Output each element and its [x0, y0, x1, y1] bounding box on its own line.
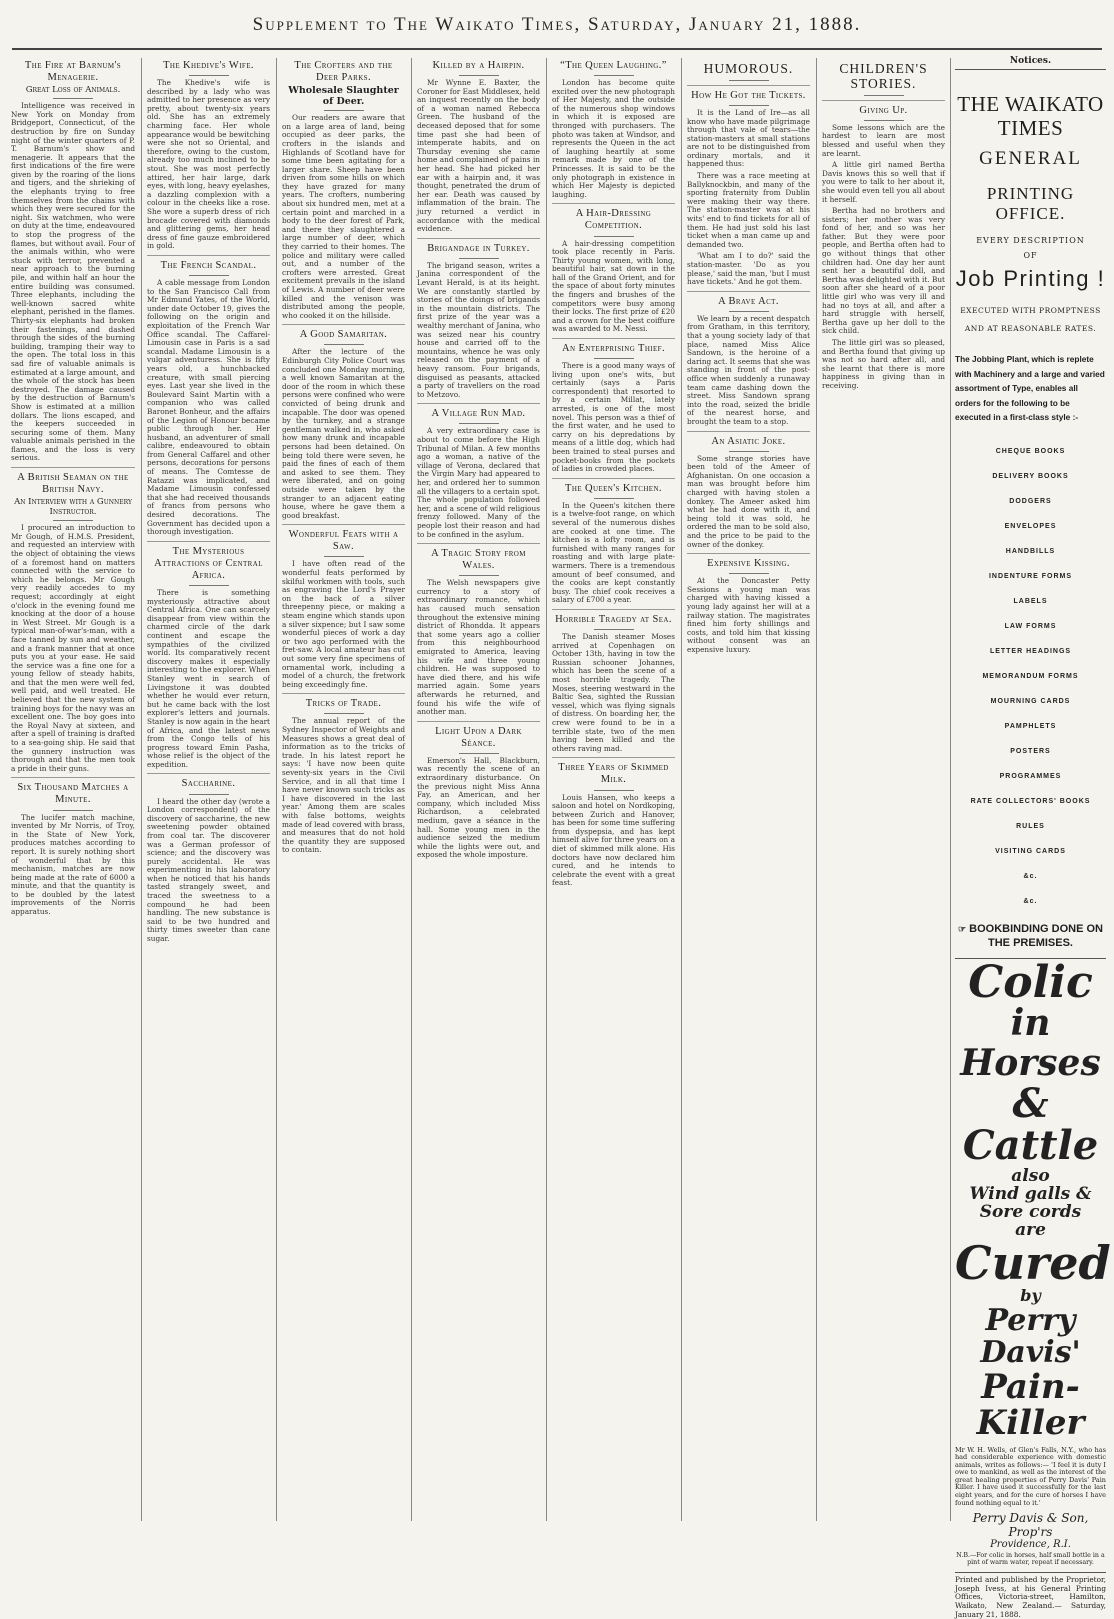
article-subheading: An Interview with a Gunnery Instructor.: [14, 497, 132, 518]
heading-dash: [594, 236, 634, 237]
article-heading: The Mysterious Attractions of Central Africa.: [154, 545, 263, 581]
heading-dash: [53, 520, 93, 521]
article-paragraph: Intelligence was received in New York on Monday from Bridgeport, Connecticut, of the destruction by fire on Sunday night of the winter quarters of P. T. Barnum's show and menagerie. It appears that the first indications of the fire were given by the roaring of the lions and tigers, and the shrieking of the elephants trying to free themselves from the chains with which they were secured for the night. Six watchmen, who were on duty at the time, endeavoured to stop the progress of the flames, but without avail. Four of the animals within, who were stuck with terror, prevented a near approach to the burning pile, and within half an hour the entire building was consumed. Three elephants, including the well-known sacred white elephant, perished in the flames. Thirty-six elephants had broken their fastenings, and dashed through the sides of the burning building, tramping their way to the open. The total loss in this sad fire of valuable animals is estimated at a large amount, and the whole of the stock has been destroyed. The damage caused by the destruction of Barnum's Show is estimated at a million dollars. The lions escaped, and the keepers succeeded in securing some of them. Many valuable animals perished in the flames, and the loss is very serious.: [11, 101, 135, 463]
article: [687, 291, 810, 427]
heading-dash: [324, 556, 364, 557]
article: [552, 338, 675, 474]
heading-dash: [594, 75, 634, 76]
heading-dash: [189, 794, 229, 795]
article-paragraph: A hair-dressing competition took place recently in Paris. Thirty young women, with long, beautiful hair, sat down in the hall of the Grand Orient, and for the space of about forty minutes the fingers and brushes of the competitors were busy among their locks. The first prize of £20 and a crown for the best coiffure was awarded to M. Nessi.: [552, 238, 675, 334]
article-paragraph: The brigand season, writes a Janina correspondent of the Levant Herald, is at its height. We are constantly startled by stories of the doings of brigands in the mountain districts. The first prize of the year was a wealthy merchant of Janina, who was seized near his country house and carried off to the mountains, whence he was only released on the payment of a heavy ransom. Four brigands, disguised as peasants, attacked a party of travellers on the road to Metzovo.: [417, 260, 540, 399]
article: [687, 85, 810, 287]
news-column: [411, 58, 545, 1521]
painkiller-line-colic: Colic: [968, 956, 1093, 1008]
heading-dash: [594, 358, 634, 359]
news-column: [141, 58, 275, 1521]
painkiller-footnote: N.B.—For colic in horses, half small bottle in a pint of warm water, repeat if necessary.: [956, 1552, 1105, 1567]
heading-dash: [189, 75, 229, 76]
article-divider: [147, 773, 270, 774]
article-paragraph: The Welsh newspapers give currency to a story of extraordinary romance, which has caused much sensation throughout the extensive mining district of Rhondda. It appears that some years ago a collier from this neighbourhood emigrated to America, leaving his wife and three young children. He was supposed to have died there, and his wife married again. Some years afterwards he returned, and found his wife the wife of another man.: [417, 578, 540, 717]
article-divider: [11, 467, 135, 468]
article-paragraph: Our readers are aware that on a large area of land, being occupied as deer parks, the crofters in the islands and Highlands of Scotland have for some time been agitating for a larger share. Sheep have been driven from some hills on which they have grazed for many years. The crofters, numbering about six hundred men, met at a certain point and marched in a body to the deer forest of Park, and there they slaughtered a large number of deer, which they carried to their homes. The police and military were called out, and a number of the crofters were arrested. Great excitement prevails in the island of Lewis. A number of deer were killed and the venison was distributed among the people, who cooked it on the hillside.: [282, 113, 405, 320]
news-column: [546, 58, 680, 1521]
article-divider: [687, 291, 810, 292]
article-heading: How He Got the Tickets.: [691, 89, 806, 101]
painkiller-line-perry-davis: Perry Davis': [980, 1302, 1081, 1370]
article: [11, 777, 135, 916]
heading-dash: [53, 810, 93, 811]
painkiller-line-cattle: & Cattle: [962, 1079, 1099, 1169]
article-heading: The Khedive's Wife.: [163, 60, 254, 71]
article-heading: A British Seaman on the British Navy.: [17, 472, 129, 496]
article-heading: Light Upon a Dark Séance.: [435, 725, 522, 749]
heading-dash: [594, 790, 634, 791]
article-divider: [552, 338, 675, 339]
article-paragraph: Some strange stories have been told of the Ameer of Afghanistan. On one occasion a man was brought before him charged with having stolen a donkey. The Ameer asked him what he had done with it, and being told it was sold, he ordered the man to be sold also, and the price to be paid to the owner of the donkey.: [687, 453, 810, 549]
printing-office-label: PRINTING OFFICE.: [986, 184, 1075, 223]
article-paragraph: In the Queen's kitchen there is a twelve-foot range, on which several of the numerous dishes are cooked at one time. The kitchen is a lofty room, and is furnished with many ranges for roasting and with large plate-warmers. There is a tremendous amount of beef consumed, and the cooks are kept constantly busy. The chief cook receives a salary of £700 a year.: [552, 500, 675, 605]
article-paragraph: Louis Hansen, who keeps a saloon and hotel on Nordkoping, between Zurich and Hanover, has been for some time suffering from dyspepsia, and has kept himself alive for three years on a diet of skimmed milk alone. His doctors have now declared him cured, and he intends to celebrate the event with a great feast.: [552, 792, 675, 888]
printing-form-item: DELIVERY BOOKS: [992, 472, 1069, 480]
article-paragraph: A little girl named Bertha Davis knows this so well that if you were to talk to her about it, she would even tell you all about it herself.: [822, 160, 945, 204]
article: [552, 60, 675, 199]
article-divider: [417, 721, 540, 722]
article-heading: Three Years of Skimmed Milk.: [558, 762, 669, 786]
heading-dash: [53, 98, 93, 99]
article-heading: A Village Run Mad.: [431, 408, 526, 420]
article-divider: [147, 255, 270, 256]
article-divider: [822, 100, 945, 101]
job-printing-label: Job Printing !: [955, 266, 1106, 291]
news-column: [6, 58, 140, 1521]
masthead-rule: [12, 48, 1102, 50]
article: [552, 757, 675, 888]
article: [282, 524, 405, 689]
article-paragraph: A very extraordinary case is about to come before the High Tribunal of Milan. A few months ago a woman, a native of the village of Verona, declared that the Virgin Mary had appeared to her, and ordered her to summon all the villagers to a certain spot. The whole population followed her, and a scene of wild religious frenzy followed. Many of the people lost their reason and had to be confined in the asylum.: [417, 426, 540, 539]
reasonable-rates-label: AND AT REASONABLE RATES.: [964, 324, 1097, 333]
printing-form-item: DODGERS: [1009, 497, 1052, 505]
heading-dash: [324, 713, 364, 714]
painkiller-line-are: are: [1015, 1219, 1046, 1240]
heading-dash: [459, 423, 499, 424]
article-heading: Six Thousand Matches a Minute.: [17, 782, 129, 806]
heading-dash: [864, 95, 904, 96]
general-label: GENERAL: [979, 148, 1082, 169]
article: [687, 62, 810, 81]
article-paragraph: I heard the other day (wrote a London correspondent) of the discovery of saccharine, the new sweetening powder obtained from coal tar. The discoverer was a German professor of science; and the discovery was purely accidental. He was experimenting in his laboratory when he noticed that his hands tasted strangely sweet, and traced the sweetness to a compound he had been handling. The new substance is said to be two hundred and thirty times sweeter than cane sugar.: [147, 796, 270, 944]
jobbing-plant-text: The Jobbing Plant, which is replete with Machinery and a large and varied assortment of Type, enables all orders for the following to be executed in a first-class style :-: [955, 354, 1105, 422]
heading-dash: [459, 753, 499, 754]
painkiller-testimonial: Mr W. H. Wells, of Glen's Falls, N.Y., who has had considerable experience with domestic animals, writes as follows:— 'I feel it is duty I owe to mankind, as well as the interest of the great healing properties of Perry Davis' Pain Killer. I have used it successfully for the last eight years, and for the cure of horses I have found nothing equal to it.': [955, 1445, 1106, 1507]
article-paragraph: The lucifer match machine, invented by Mr Norris, of Troy, in the State of New York, produces matches according to report. It is surely nothing short of wonderful that by this mechanism, matches are now being made at the rate of 6000 a minute, and that the quantity is to be doubled by the latest improvements of the Norris apparatus.: [11, 812, 135, 917]
article-paragraph: 'What am I to do?' said the station-master. 'Do as you please,' said the man, 'but I must have tickets.' And he got them.: [687, 251, 810, 287]
article-heading: A Hair-Dressing Competition.: [575, 208, 652, 232]
article-subheading: Wholesale Slaughter of Deer.: [288, 85, 399, 108]
article: [147, 773, 270, 943]
article-heading: An Asiatic Joke.: [711, 435, 786, 447]
article-heading: The French Scandal.: [160, 259, 257, 271]
printing-form-item: LETTER HEADINGS: [989, 647, 1072, 655]
article: [11, 60, 135, 463]
printing-form-item: MOURNING CARDS: [990, 697, 1071, 705]
painkiller-proprietor: Perry Davis & Son, Prop'rs: [972, 1511, 1089, 1540]
printing-form-item: &c.: [1023, 872, 1038, 880]
article-divider: [147, 541, 270, 542]
heading-dash: [594, 498, 634, 499]
pointing-hand-icon: ☞: [958, 923, 967, 934]
article-divider: [552, 203, 675, 204]
painkiller-line-horses: in Horses: [960, 1001, 1101, 1084]
article-paragraph: There is something mysteriously attractive about Central Africa. One can scarcely disappear from view within the charmed circle of the dark continent and escape the sympathies of the civilized world. Its comparatively recent discovery makes it especially interesting to the explorer. When Stanley went in search of Livingstone it was doubted whether he would ever return, but he came back with the lost explorer's letters and journals. Stanley is now again in the heart of Africa, and the latest news from the Congo tells of his progress toward Emin Pasha, whose relief is the object of the expedition.: [147, 588, 270, 769]
article: [552, 609, 675, 753]
article-heading: Tricks of Trade.: [305, 698, 382, 710]
article: [417, 60, 540, 234]
article-heading: A Brave Act.: [718, 295, 779, 307]
article-heading: Killed by a Hairpin.: [432, 60, 525, 71]
article-paragraph: At the Doncaster Petty Sessions a young man was charged with having kissed a young lady against her will at a railway station. The magistrates fined him forty shillings and costs, and told him that kissing without consent was an expensive luxury.: [687, 576, 810, 654]
article-divider: [417, 543, 540, 544]
article-divider: [282, 324, 405, 325]
heading-dash: [729, 451, 769, 452]
article-paragraph: I have often read of the wonderful feats performed by skilful workmen with tools, such as engraving the Lord's Prayer on the back of a silver threepenny piece, or making a steam engine which stands upon a silver sixpence; but I saw some wonderful pieces of work a day or two ago performed with the fret-saw. A local amateur has cut out some very fine specimens of ornamental work, including a model of a church, the fretwork being exceedingly fine.: [282, 559, 405, 689]
advertisements-column: [950, 56, 1111, 1619]
article-heading: Expensive Kissing.: [707, 558, 790, 570]
article-paragraph: Emerson's Hall, Blackburn, was recently the scene of an extraordinary disturbance. On the previous night Miss Anna Fay, an American, and her company, which included Miss Richardson, a celebrated medium, gave a séance in the hall. Some young men in the audience seized the medium while the lights were out, and exposed the whole imposture.: [417, 755, 540, 860]
painkiller-line-cured: Cured: [955, 1235, 1111, 1290]
article-heading: HUMOROUS.: [703, 61, 794, 76]
article: [11, 467, 135, 773]
masthead-title: Supplement to The Waikato Times, Saturday, January 21, 1888.: [252, 14, 862, 35]
article: [552, 478, 675, 605]
article-divider: [417, 238, 540, 239]
article-heading: A Good Samaritan.: [299, 329, 388, 341]
article: [552, 203, 675, 334]
article-paragraph: A cable message from London to the San Francisco Call from Mr Edmund Yates, of the World, under date October 19, gives the following on the origin and exploitation of the French War Office scandal. The Caffarel-Limousin case in Paris is a sad scandal. Madame Limousin is a vulgar adventuress. She is fifty years old, a hunchbacked creature, with small piercing eyes. Last year she lived in the Boulevard Saint Martin with a companion who was called Baronet Bonheur, and the affairs of the Legion of Honour became public through her. Her husband, an adventurer of small calibre, endeavoured to obtain from General Caffarel and other persons, decorations for persons of means. The Comtesse de Ratazzi was implicated, and Madame Limousin confessed that she had received thousands of francs from persons who desired decorations. The Government has decided upon a thorough investigation.: [147, 278, 270, 537]
article: [282, 60, 405, 320]
printing-form-item: RULES: [1016, 822, 1045, 830]
heading-dash: [324, 110, 364, 111]
heading-dash: [189, 275, 229, 276]
article-heading: CHILDREN'S STORIES.: [839, 61, 928, 91]
article: [417, 403, 540, 539]
article-paragraph: The Khedive's wife is described by a lady who was admitted to her presence as very pretty, about twenty-six years old. She has an extremely charming face. Her whole appearance would be bewitching were she not so Oriental, and therefore, owing to the custom, already too much inclined to be stout. She was most perfectly attired, her hair large, dark eyes, with long, heavy eyelashes, a dazzling complexion with a colour in the cheeks like a rose. She wore a superb dress of rich brocade covered with diamonds and glittering gems, her head dress of fine gauze embroidered in gold.: [147, 78, 270, 251]
printing-form-item: PAMPHLETS: [1004, 722, 1057, 730]
printing-form-item: RATE COLLECTORS' BOOKS: [970, 797, 1091, 805]
news-column: [276, 58, 410, 1521]
painkiller-line-pain-killer: Pain-Killer: [976, 1366, 1085, 1443]
article-paragraph: It is the Land of Ire—as all know who have made pilgrimage through that vale of tears—the station-masters at small stations are not to be distinguished from ordinary mortals, and it happened thus:: [687, 107, 810, 169]
article: [417, 543, 540, 717]
heading-dash: [864, 120, 904, 121]
article-paragraph: The little girl was so pleased, and Bertha found that giving up was not so hard after all, and she learnt that there is more happiness in giving than in receiving.: [822, 338, 945, 390]
article-paragraph: The Danish steamer Moses arrived at Copenhagen on October 13th, having in tow the Russian schooner Johannes, which has been the scene of a most horrible tragedy. The Moses, steering westward in the Baltic Sea, sighted the Russian vessel, which was flying signals of distress. On boarding her, the crew were found to be in a terrible state, two of the men having been killed and the others raving mad.: [552, 632, 675, 753]
news-column: [816, 58, 950, 1521]
printing-form-item: CHEQUE BOOKS: [995, 447, 1066, 455]
article-paragraph: London has become quite excited over the new photograph of Her Majesty, and the outside of the numerous shop windows in which it is exposed are thronged with purchasers. The photo was taken at Windsor, and represents the Queen in the act of laughing heartily at some remark made by one of the Princesses. It is said to be the only photograph in existence in which Her Majesty is depicted laughing.: [552, 78, 675, 199]
article: [822, 62, 945, 96]
article: [822, 100, 945, 391]
masthead: [0, 0, 1114, 56]
article-heading: An Enterprising Thief.: [561, 343, 665, 355]
painkiller-city: Providence, R.I.: [990, 1539, 1071, 1551]
printing-form-item: VISITING CARDS: [995, 847, 1066, 855]
article-divider: [11, 777, 135, 778]
printer-imprint: Printed and published by the Proprietor, Joseph Ivess, at his General Printing Offices, Victoria-street, Hamilton, Waikato, New Zealand.— Saturday, January 21, 1888.: [955, 1572, 1106, 1619]
article-heading: Wonderful Feats with a Saw.: [288, 529, 399, 553]
article-divider: [687, 85, 810, 86]
printing-form-item: POSTERS: [1010, 747, 1051, 755]
printing-form-item: ENVELOPES: [1004, 522, 1057, 530]
article-heading: “The Queen Laughing.”: [560, 60, 667, 71]
article-paragraph: I procured an introduction to Mr Gough, of H.M.S. President, and requested an interview with the object of obtaining the views of a foremost hand on matters connected with the service to which he belongs. Mr Gough very readily accedes to my request; accordingly at eight o'clock in the evening found me knocking at the door of a house in West Street. Mr Gough is a typical man-of-war's-man, with a face tanned by sun and weather, and a frank manner that at once puts you at your ease. He said the service was a fine one for a young fellow of steady habits, and that the men were well fed, well paid, and well treated. He believed that the new system of training boys for the navy was an excellent one. The boy goes into the Royal Navy at sixteen, and after a spell of training is drafted to a sea-going ship. He said that the gunnery instruction was thorough and that the men took a pride in their guns.: [11, 523, 135, 773]
article-paragraph: There is a good many ways of living upon one's wits, but certainly (says a Paris correspondent) that resorted to by a certain Millat, lately arrested, is one of the most novel. This person was a thief of the first water, and he used to carry on his depredations by means of a little dog, which had been trained to steal purses and pocket-books from the pockets of ladies in crowded places.: [552, 361, 675, 474]
printing-form-item: &c.: [1023, 897, 1038, 905]
article: [417, 721, 540, 860]
article-divider: [552, 478, 675, 479]
article-heading: Giving Up.: [859, 104, 908, 116]
article-heading: The Queen's Kitchen.: [565, 482, 662, 494]
article-paragraph: We learn by a recent despatch from Gratham, in this territory, that a young society lady of that place, named Miss Alice Sandown, is the heroine of a daring act. It seems that she was standing in front of the post-office when suddenly a runaway team came dashing down the street. Miss Sandown sprang into the road, seized the bridle of the nearest horse, and brought the team to a stop.: [687, 313, 810, 426]
printing-form-item: MEMORANDUM FORMS: [982, 672, 1079, 680]
article-divider: [552, 757, 675, 758]
article-heading: Saccharine.: [181, 778, 236, 790]
printing-form-item: INDENTURE FORMS: [988, 572, 1073, 580]
bookbinding-text: BOOKBINDING DONE ON THE PREMISES.: [969, 922, 1103, 949]
article-heading: The Fire at Barnum's Menagerie.: [24, 60, 122, 84]
notices-label: Notices.: [955, 56, 1106, 70]
printing-form-item: LAW FORMS: [1004, 622, 1057, 630]
article-divider: [552, 609, 675, 610]
article-subheading: Great Loss of Animals.: [25, 85, 121, 96]
article-paragraph: The annual report of the Sydney Inspector of Weights and Measures shows a great deal of information as to the tricks of trade. In his latest report he says: 'I have now been quite seventy-six years in the Civil Service, and in all that time I have never known such tricks as I have discovered in the last year.' Among them are scales with false bottoms, weights made of lead covered with brass, and measures that do not hold the quantity they are supposed to contain.: [282, 716, 405, 855]
paper-name-ad: THE WAIKATO TIMES: [957, 92, 1104, 140]
printing-form-item: LABELS: [1013, 597, 1048, 605]
article-heading: Brigandage in Turkey.: [427, 242, 530, 254]
heading-dash: [459, 575, 499, 576]
heading-dash: [729, 80, 769, 81]
article-paragraph: Mr Wynne E. Baxter, the Coroner for East Middlesex, held an inquest recently on the body of a woman named Rebecca Green. The husband of the deceased deposed that for some time past she had been of intemperate habits, and on Thursday evening she came home and complained of pains in her head. She had picked her ear with a hairpin and, it was thought, penetrated the drum of her ear. Death was caused by inflammation of the brain. The jury returned a verdict in accordance with the medical evidence.: [417, 78, 540, 234]
article-paragraph: Bertha had no brothers and sisters; her mother was very fond of her, and so was her father. But they were poor people, and Bertha often had to go without things that other children had. One day her aunt sent her a beautiful doll, and Bertha was delighted with it. But soon after she heard of a poor little girl who was very ill and had no toys at all, and after a hard struggle with herself, Bertha gave up her doll to the sick child.: [822, 206, 945, 336]
article: [687, 431, 810, 550]
article: [282, 693, 405, 855]
article-divider: [282, 693, 405, 694]
article-heading: Horrible Tragedy at Sea.: [555, 614, 672, 625]
news-column: [681, 58, 815, 1521]
painkiller-ad: [955, 956, 1111, 1567]
heading-dash: [189, 585, 229, 586]
printing-forms-list: [955, 439, 1106, 914]
painkiller-line-also: also: [1011, 1165, 1050, 1186]
heading-dash: [729, 105, 769, 106]
article: [417, 238, 540, 400]
heading-dash: [594, 629, 634, 630]
article-heading: The Crofters and the Deer Parks.: [294, 60, 393, 84]
printing-form-item: HANDBILLS: [1005, 547, 1056, 555]
painkiller-line-windgalls: Wind galls & Sore cords: [969, 1183, 1092, 1222]
article: [147, 541, 270, 770]
article: [147, 60, 270, 251]
heading-dash: [324, 344, 364, 345]
heading-dash: [729, 311, 769, 312]
article: [282, 324, 405, 520]
article-divider: [687, 553, 810, 554]
of-label: OF: [1023, 251, 1038, 260]
heading-dash: [459, 75, 499, 76]
article-paragraph: Some lessons which are the hardest to learn are most blessed and useful when they are learnt.: [822, 122, 945, 158]
article-divider: [417, 403, 540, 404]
every-description-label: EVERY DESCRIPTION: [976, 236, 1085, 245]
painkiller-line-by: by: [1020, 1285, 1041, 1305]
article-paragraph: After the lecture of the Edinburgh City Police Court was concluded one Monday morning, a well known Samaritan at the door of the room in which these persons were confined who were convicted of being drunk and incapable. The door was opened by the turnkey, and a strange gentleman walked in, who asked how many drunk and incapable persons had been detained. On being told there were seven, he paid the fines of each of them and asked to see them. They were liberated, and on going outside were taken by the stranger to an adjacent eating house, where he gave them a good breakfast.: [282, 347, 405, 520]
article-divider: [282, 524, 405, 525]
heading-dash: [729, 573, 769, 574]
heading-dash: [459, 258, 499, 259]
executed-label: EXECUTED WITH PROMPTNESS: [960, 306, 1101, 315]
article-divider: [687, 431, 810, 432]
article-paragraph: There was a race meeting at Ballyknockbin, and many of the sporting fraternity from Dublin were making their way there. The station-master was at his wits' end to find tickets for all of them. He had just sold his last ticket when a man came up and demanded two.: [687, 171, 810, 249]
article-heading: A Tragic Story from Wales.: [431, 548, 526, 572]
article: [147, 255, 270, 537]
printing-form-item: PROGRAMMES: [999, 772, 1062, 780]
bookbinding-notice: [955, 922, 1106, 959]
article: [687, 553, 810, 654]
